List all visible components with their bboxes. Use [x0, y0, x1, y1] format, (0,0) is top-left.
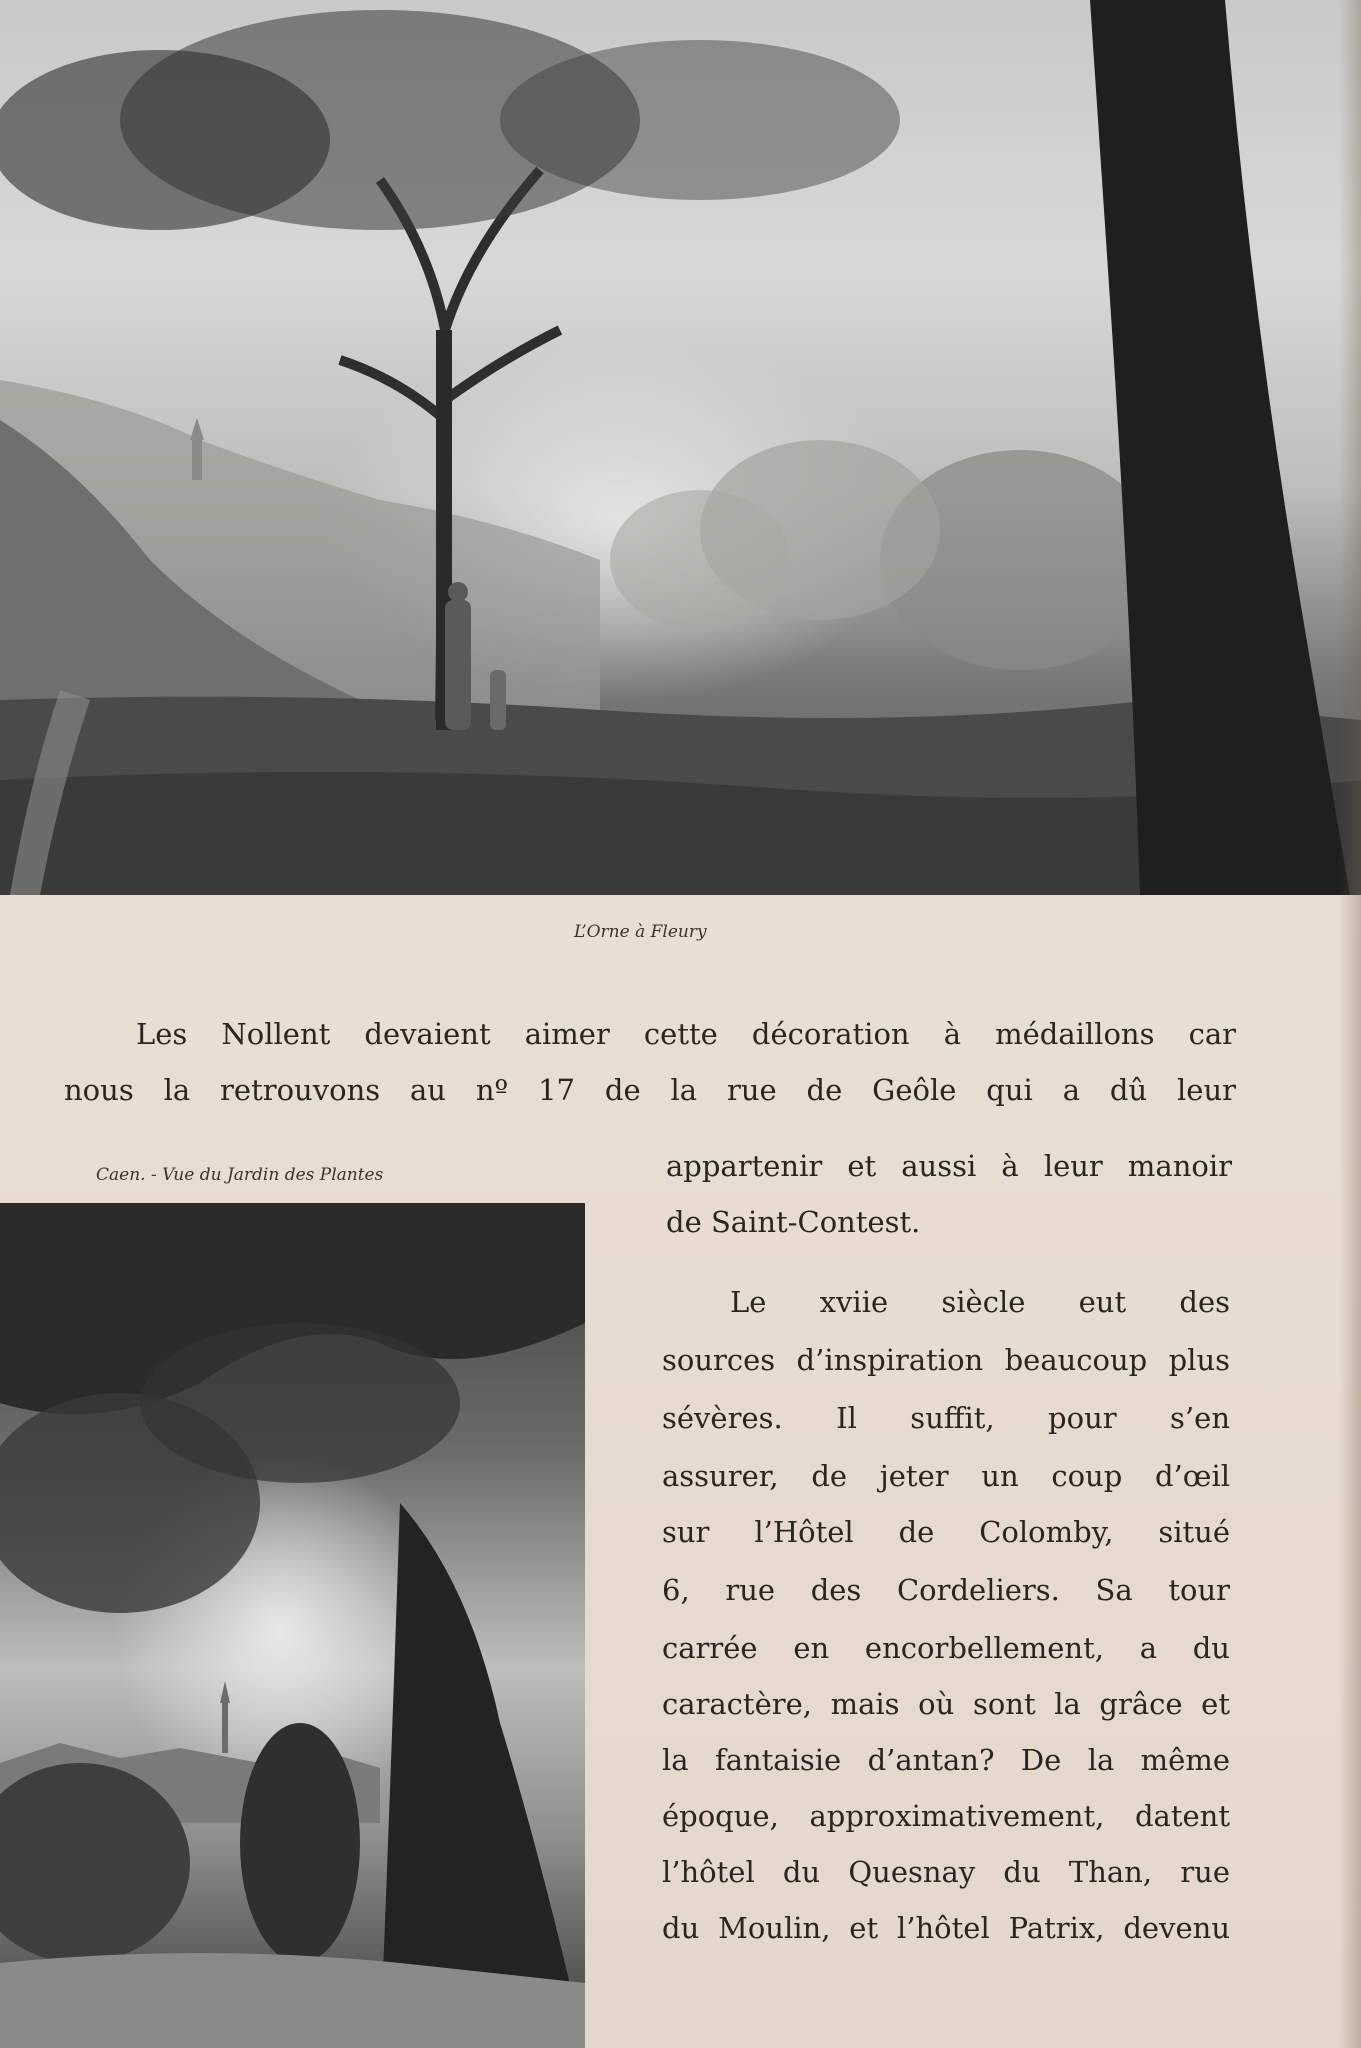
text-line-8: assurer, de jeter un coup d’œil: [662, 1459, 1230, 1493]
photo-jardin-des-plantes: [0, 1203, 585, 2048]
text-line-16: du Moulin, et l’hôtel Patrix, devenu: [662, 1911, 1230, 1945]
landscape-photo-illustration: [0, 0, 1361, 895]
text-line-7: sévères. Il suffit, pour s’en: [662, 1401, 1230, 1435]
text-line-2: nous la retrouvons au nº 17 de la rue de Geôle qui a dû leur: [64, 1073, 1236, 1107]
text-line-14: époque, approximativement, datent: [662, 1799, 1230, 1833]
photo-orne-fleury: [0, 0, 1361, 895]
garden-photo-illustration: [0, 1203, 585, 2048]
text-line-15: l’hôtel du Quesnay du Than, rue: [662, 1855, 1230, 1889]
text-line-9: sur l’Hôtel de Colomby, situé: [662, 1515, 1230, 1549]
text-line-11: carrée en encorbellement, a du: [662, 1631, 1230, 1665]
text-line-1: Les Nollent devaient aimer cette décoration à médaillons car: [136, 1017, 1236, 1051]
page-edge-shadow: [1339, 0, 1361, 2048]
text-line-3: appartenir et aussi à leur manoir: [666, 1149, 1232, 1183]
text-line-4: de Saint-Contest.: [666, 1205, 921, 1239]
photo-caption-bottom: Caen. - Vue du Jardin des Plantes: [96, 1165, 384, 1185]
text-line-6: sources d’inspiration beaucoup plus: [662, 1343, 1230, 1377]
photo-caption-top: L’Orne à Fleury: [574, 922, 707, 942]
text-line-12: caractère, mais où sont la grâce et: [662, 1687, 1230, 1721]
text-line-10: 6, rue des Cordeliers. Sa tour: [662, 1573, 1230, 1607]
text-line-13: la fantaisie d’antan? De la même: [662, 1743, 1230, 1777]
text-line-5: Le xviie siècle eut des: [730, 1285, 1230, 1319]
